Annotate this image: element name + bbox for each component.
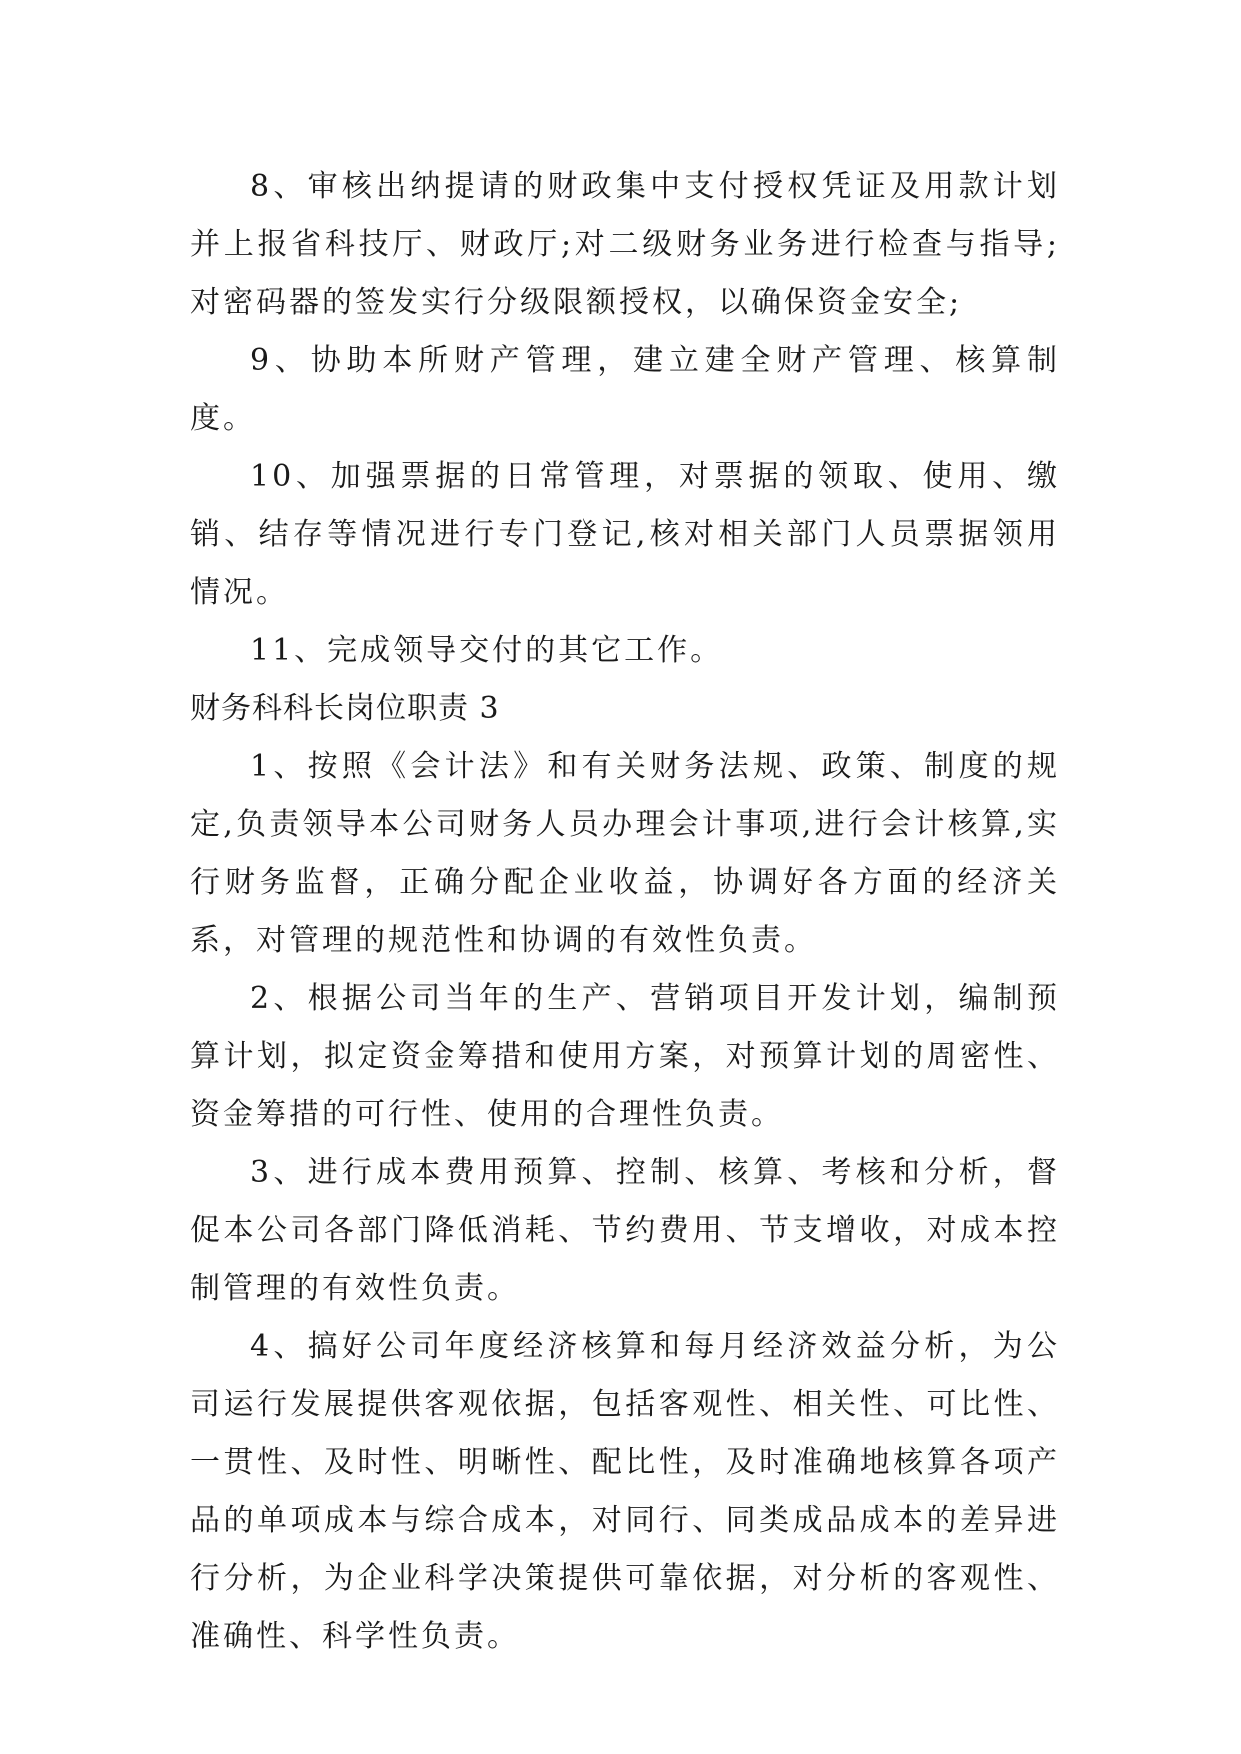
paragraph-item-8: 8、审核出纳提请的财政集中支付授权凭证及用款计划并上报省科技厅、财政厅;对二级财务业务进行检查与指导;对密码器的签发实行分级限额授权，以确保资金安全; (190, 169, 1060, 320)
paragraph-item-2: 2、根据公司当年的生产、营销项目开发计划，编制预算计划，拟定资金筹措和使用方案，对预算计划的周密性、资金筹措的可行性、使用的合理性负责。 (190, 981, 1060, 1132)
paragraph-item-11: 11、完成领导交付的其它工作。 (250, 633, 724, 668)
paragraph-item-4: 4、搞好公司年度经济核算和每月经济效益分析，为公司运行发展提供客观依据，包括客观性、相关性、可比性、一贯性、及时性、明晰性、配比性，及时准确地核算各项产品的单项成本与综合成本，对同行、同类成品成本的差异进行分析，为企业科学决策提供可靠依据，对分析的客观性、准确性、科学性负责。 (190, 1329, 1060, 1654)
section-heading: 财务科科长岗位职责 3 (190, 691, 500, 726)
paragraph-item-9: 9、协助本所财产管理，建立建全财产管理、核算制度。 (190, 343, 1060, 436)
document-body (190, 158, 1060, 1666)
paragraph-item-1: 1、按照《会计法》和有关财务法规、政策、制度的规定,负责领导本公司财务人员办理会计事项,进行会计核算,实行财务监督，正确分配企业收益，协调好各方面的经济关系，对管理的规范性和协调的有效性负责。 (190, 749, 1060, 958)
paragraph-item-10: 10、加强票据的日常管理，对票据的领取、使用、缴销、结存等情况进行专门登记,核对相关部门人员票据领用情况。 (190, 459, 1060, 610)
paragraph-item-3: 3、进行成本费用预算、控制、核算、考核和分析，督促本公司各部门降低消耗、节约费用、节支增收，对成本控制管理的有效性负责。 (190, 1155, 1060, 1306)
